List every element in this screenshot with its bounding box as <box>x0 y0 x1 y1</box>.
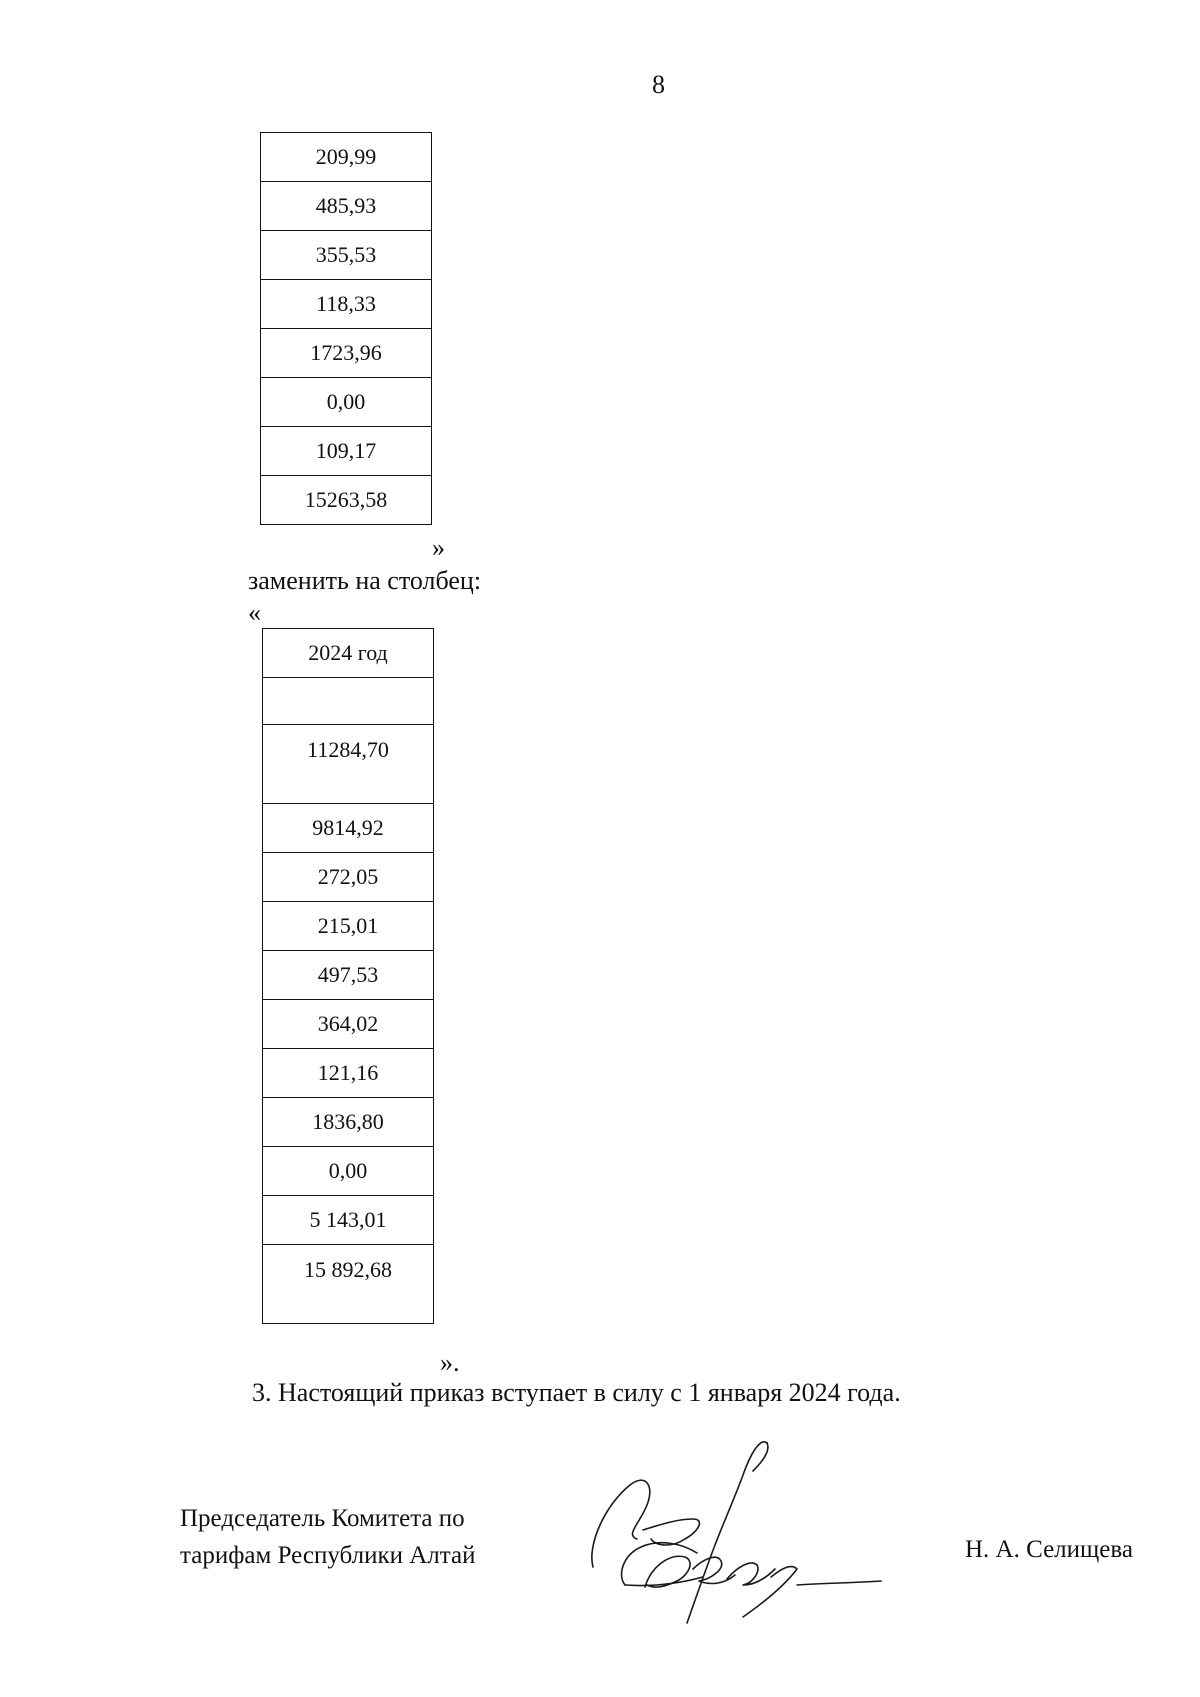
table-cell: 209,99 <box>261 133 432 182</box>
table-row <box>261 476 432 525</box>
table-row <box>263 678 434 725</box>
table-cell: 497,53 <box>263 951 434 1000</box>
table-row <box>261 427 432 476</box>
old-values-table <box>260 132 432 525</box>
closing-quote: » <box>432 533 445 562</box>
table-row <box>263 1049 434 1098</box>
table-row <box>263 853 434 902</box>
table-cell: 121,16 <box>263 1049 434 1098</box>
table-cell: 215,01 <box>263 902 434 951</box>
table-row <box>261 280 432 329</box>
table-row <box>263 902 434 951</box>
handwritten-signature <box>585 1435 925 1635</box>
clause-3: 3. Настоящий приказ вступает в силу с 1 января 2024 года. <box>252 1378 901 1407</box>
table-row <box>263 1245 434 1324</box>
table-cell: 364,02 <box>263 1000 434 1049</box>
table-cell: 485,93 <box>261 182 432 231</box>
table-cell: 0,00 <box>263 1147 434 1196</box>
table-cell: 1836,80 <box>263 1098 434 1147</box>
table-cell: 15263,58 <box>261 476 432 525</box>
table-row <box>261 133 432 182</box>
table-row <box>261 329 432 378</box>
table-row <box>263 725 434 804</box>
table-cell: 118,33 <box>261 280 432 329</box>
page-number: 8 <box>652 70 665 99</box>
table-row <box>263 804 434 853</box>
table-row <box>263 1147 434 1196</box>
signatory-title <box>180 1500 475 1574</box>
table-cell: 109,17 <box>261 427 432 476</box>
table-cell: 1723,96 <box>261 329 432 378</box>
table-row <box>261 182 432 231</box>
table-row <box>263 951 434 1000</box>
table-header-row <box>263 629 434 678</box>
signatory-name: Н. А. Селищева <box>965 1536 1133 1563</box>
new-values-table <box>262 628 434 1324</box>
table-cell: 355,53 <box>261 231 432 280</box>
column-header: 2024 год <box>263 629 434 678</box>
signatory-title-line-2: тарифам Республики Алтай <box>180 1542 476 1569</box>
table-cell: 15 892,68 <box>263 1245 434 1324</box>
replace-instruction: заменить на столбец: <box>248 566 482 595</box>
table-row <box>261 231 432 280</box>
closing-quote: ». <box>440 1348 460 1377</box>
table-row <box>263 1000 434 1049</box>
table-cell: 272,05 <box>263 853 434 902</box>
signatory-title-line-1: Председатель Комитета по <box>180 1505 465 1532</box>
table-row <box>263 1098 434 1147</box>
table-cell <box>263 678 434 725</box>
table-row <box>263 1196 434 1245</box>
opening-quote: « <box>248 598 261 627</box>
table-cell: 0,00 <box>261 378 432 427</box>
table-row <box>261 378 432 427</box>
table-cell: 11284,70 <box>263 725 434 804</box>
table-cell: 9814,92 <box>263 804 434 853</box>
table-cell: 5 143,01 <box>263 1196 434 1245</box>
